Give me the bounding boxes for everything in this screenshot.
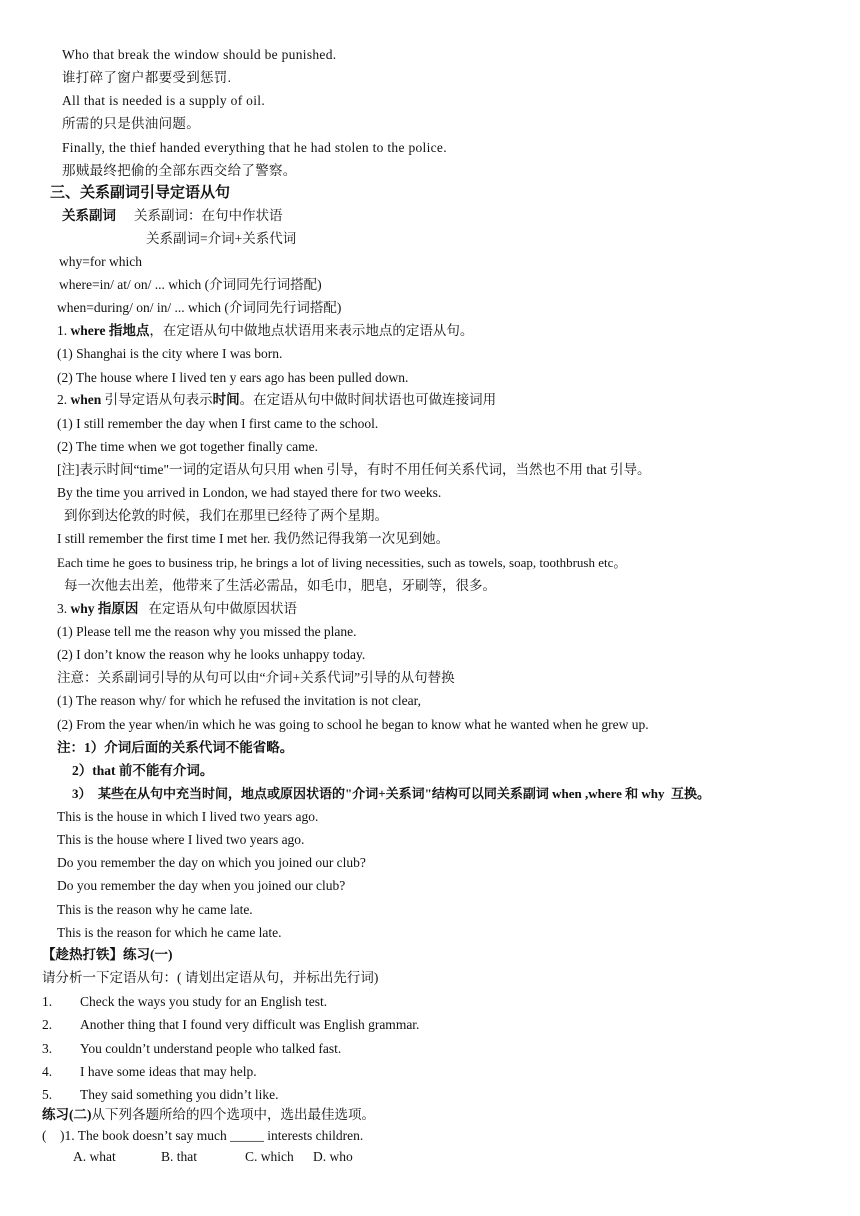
example-translation: 到你到达伦敦的时候，我们在那里已经待了两个星期。: [64, 508, 388, 523]
option-d: D. who: [313, 1149, 353, 1164]
practice-2-heading: [42, 1106, 375, 1124]
example-translation: 那贼最终把偷的全部东西交给了警察。: [62, 163, 297, 178]
example-sentence: (1) Shanghai is the city where I was born.: [57, 346, 283, 361]
option-c: C. which: [245, 1149, 294, 1164]
equation-when: when=during/ on/ in/ ... which (介词同先行词搭配): [57, 300, 342, 315]
question-1: ( )1. The book doesn’t say much _____ interests children.: [42, 1128, 364, 1143]
example-sentence: (1) Please tell me the reason why you missed the plane.: [57, 624, 357, 639]
item-text: Another thing that I found very difficult was English grammar.: [80, 1017, 420, 1032]
option-b: B. that: [161, 1149, 197, 1164]
example-sentence: By the time you arrived in London, we had stayed there for two weeks.: [57, 485, 442, 500]
definition-row: [62, 207, 283, 225]
point-number: 2.: [57, 392, 71, 407]
rule-1: 注：1）介词后面的关系代词不能省略。: [57, 740, 294, 755]
list-item: [42, 993, 327, 1011]
list-item: [42, 1040, 341, 1058]
item-number: 1.: [42, 994, 53, 1009]
item-number: 2.: [42, 1017, 53, 1032]
example-sentence: Do you remember the day when you joined our club?: [57, 878, 346, 893]
item-text: Check the ways you study for an English test.: [80, 994, 328, 1009]
point-why: [57, 600, 297, 618]
list-item: [42, 1063, 257, 1081]
practice-instruction: 请分析一下定语从句：( 请划出定语从句，并标出先行词): [42, 970, 379, 985]
option-a: A. what: [73, 1149, 116, 1164]
rule-3: 3） 某些在从句中充当时间，地点或原因状语的"介词+关系词"结构可以同关系副词 when ,where 和 why 互换。: [72, 786, 711, 801]
example-sentence: (1) The reason why/ for which he refused the invitation is not clear,: [57, 693, 421, 708]
example-sentence: Each time he goes to business trip, he brings a lot of living necessities, such as towels, soap, toothbrush etc。: [57, 555, 627, 570]
example-translation: 每一次他去出差，他带来了生活必需品，如毛巾，肥皂，牙刷等，很多。: [64, 578, 496, 593]
point-keyword: when: [70, 392, 102, 407]
example-sentence: This is the reason for which he came late.: [57, 925, 282, 940]
example-sentence: (2) I don’t know the reason why he looks unhappy today.: [57, 647, 366, 662]
example-sentence: (2) From the year when/in which he was going to school he began to know what he wanted when he grew up.: [57, 717, 649, 732]
example-sentence: I still remember the first time I met her. 我仍然记得我第一次见到她。: [57, 531, 450, 546]
point-number: 1.: [57, 323, 71, 338]
options-row: [73, 1148, 353, 1166]
point-when: [57, 391, 496, 409]
example-sentence: Finally, the thief handed everything that he had stolen to the police.: [62, 140, 447, 155]
definition-text: 关系副词：在句中作状语: [134, 208, 283, 223]
rule-2: 2）that 前不能有介词。: [72, 763, 214, 778]
point-keyword: where 指地点: [70, 323, 150, 338]
example-translation: 谁打碎了窗户都要受到惩罚.: [62, 70, 232, 85]
practice-title: 【趁热打铁】练习(一): [42, 947, 173, 962]
item-number: 5.: [42, 1087, 53, 1102]
example-translation: 所需的只是供油问题。: [62, 116, 200, 131]
example-sentence: (2) The house where I lived ten y ears ago has been pulled down.: [57, 370, 409, 385]
definition-text: 关系副词=介词+关系代词: [146, 231, 297, 246]
item-text: They said something you didn’t like.: [80, 1087, 279, 1102]
point-description: 引导定语从句表示: [101, 392, 213, 407]
equation-why: why=for which: [59, 254, 142, 269]
example-sentence: This is the house in which I lived two years ago.: [57, 809, 319, 824]
note-text: [注]表示时间“time"一词的定语从句只用 when 引导，有时不用任何关系代词，当然也不用 that 引导。: [57, 462, 651, 477]
practice-instruction: 从下列各题所给的四个选项中，选出最佳选项。: [91, 1107, 375, 1122]
example-sentence: This is the house where I lived two years ago.: [57, 832, 305, 847]
list-item: [42, 1016, 419, 1034]
example-sentence: All that is needed is a supply of oil.: [62, 93, 265, 108]
example-sentence: Do you remember the day on which you joined our club?: [57, 855, 366, 870]
point-description: 在定语从句中做原因状语: [138, 601, 298, 616]
example-sentence: (2) The time when we got together finally came.: [57, 439, 319, 454]
example-sentence: Who that break the window should be punished.: [62, 47, 337, 62]
example-sentence: This is the reason why he came late.: [57, 902, 253, 917]
practice-title: 练习(二): [42, 1107, 92, 1122]
list-item: [42, 1086, 278, 1104]
attention-text: 注意：关系副词引导的从句可以由“介词+关系代词”引导的从句替换: [57, 670, 455, 685]
item-number: 4.: [42, 1064, 53, 1079]
item-number: 3.: [42, 1041, 53, 1056]
equation-where: where=in/ at/ on/ ... which (介词同先行词搭配): [59, 277, 322, 292]
example-sentence: (1) I still remember the day when I first came to the school.: [57, 416, 379, 431]
point-description: ，在定语从句中做地点状语用来表示地点的定语从句。: [149, 323, 474, 338]
point-number: 3.: [57, 601, 71, 616]
point-keyword: why 指原因: [70, 601, 139, 616]
section-heading: 三、关系副词引导定语从句: [50, 183, 231, 201]
definition-label: 关系副词: [62, 208, 116, 223]
point-keyword: 时间: [212, 392, 240, 407]
point-description: 。在定语从句中做时间状语也可做连接词用: [239, 392, 497, 407]
item-text: I have some ideas that may help.: [80, 1064, 257, 1079]
point-where: [57, 322, 473, 340]
item-text: You couldn’t understand people who talked fast.: [80, 1041, 342, 1056]
